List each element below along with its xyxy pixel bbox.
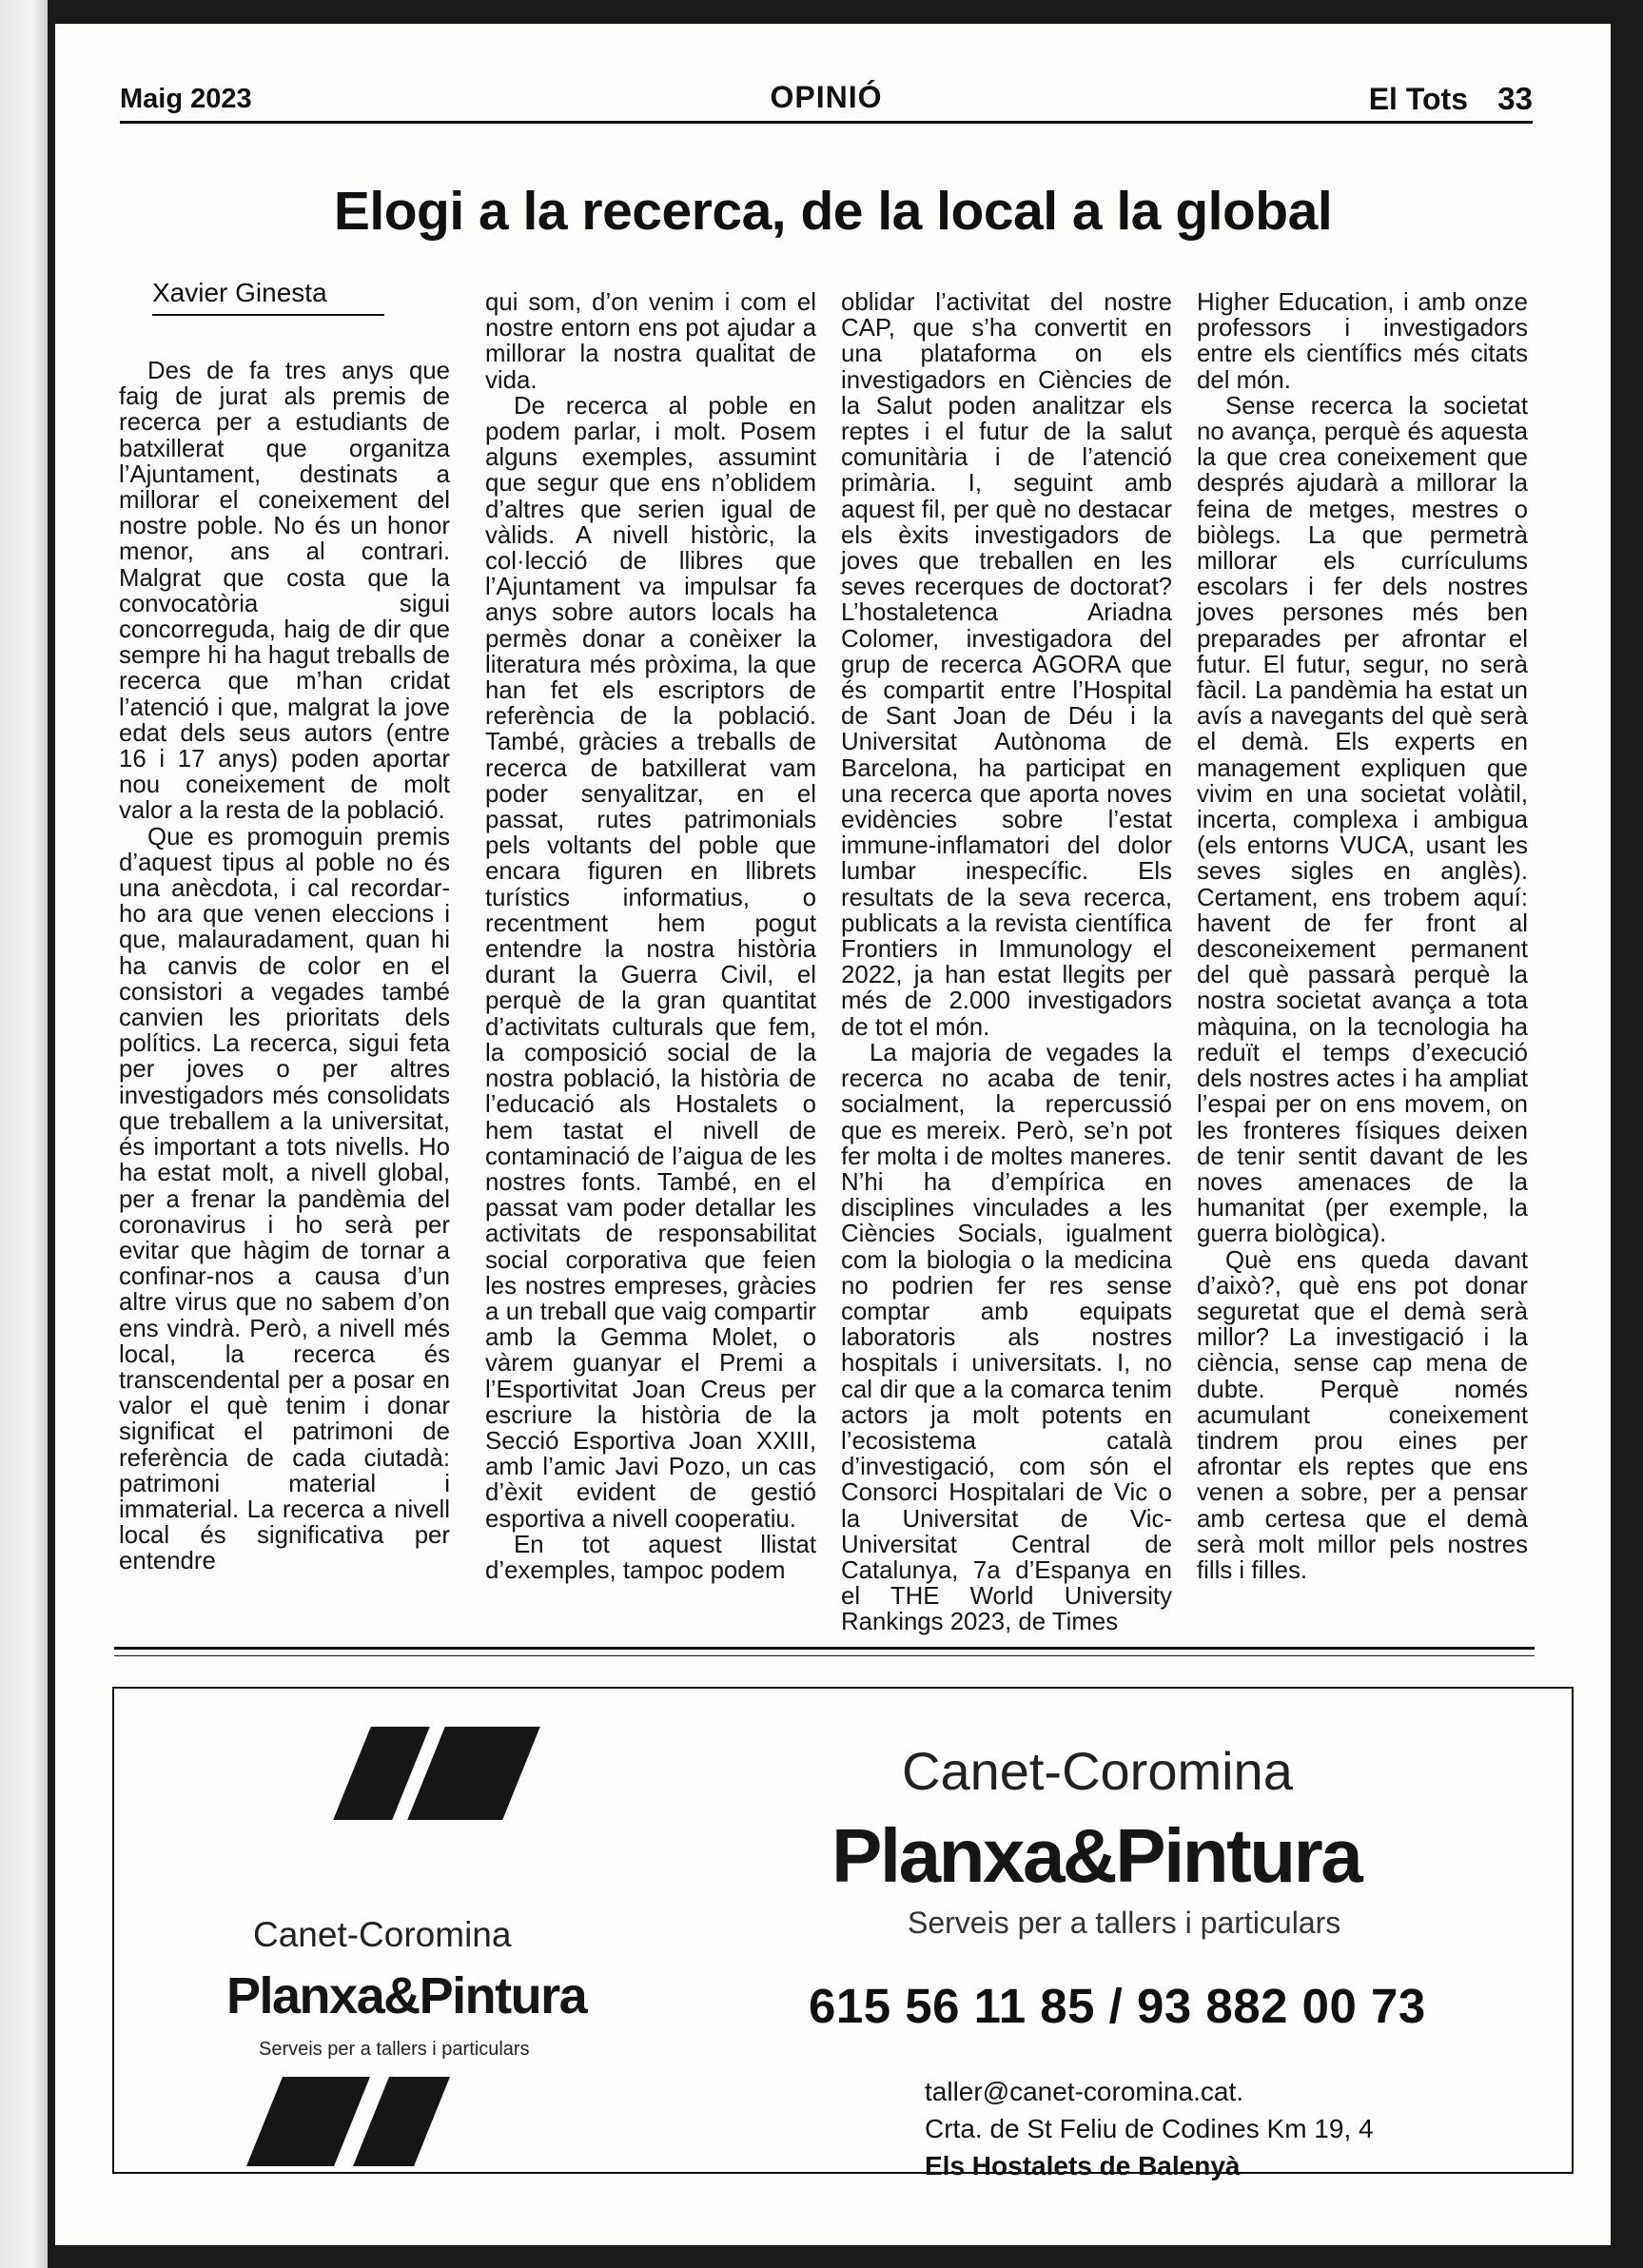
newspaper-page [55,24,1611,2245]
section-title: OPINIÓ [770,80,883,114]
paragraph: Què ens queda davant d’això?, què ens pot donar seguretat que el demà serà millor? La investigació i la ciència, sense cap mena de dubte. Perquè només acumulant coneixement tindrem prou eines per afrontar els reptes que ens venen a sobre, per a pensar amb certesa que el demà serà molt millor pels nostres fills i filles. [1197,1246,1528,1584]
paragraph: qui som, d’on venim i com el nostre entorn ens pot ajudar a millorar la nostra qualitat de vida. [485,289,816,394]
logo-slash-icon [246,2077,370,2166]
paragraph: Higher Education, i amb onze professors i investigadors entre els científics més citats del món. [1197,289,1528,394]
advertisement [112,1687,1574,2180]
divider-rule [114,1655,1535,1656]
article-column-2 [485,290,816,1584]
logo-slash-icon [407,1727,540,1820]
issue-date: Maig 2023 [120,84,252,114]
paragraph: Sense recerca la societat no avança, perquè és aquesta la que crea coneixement que després ajudarà a millorar la feina de metges, mestres o biòlegs. La que permetrà millorar els currículums escolars i fer dels nostres joves persones més ben preparades per afrontar el futur. El futur, segur, no serà fàcil. La pandèmia ha estat un avís a navegants del què serà el demà. Els experts en management expliquen que vivim en una societat volàtil, incerta, complexa i ambigua (els entorns VUCA, usant les seves sigles en anglès). Certament, ens trobem aquí: havent de fer front al desconeixement permanent del què passarà perquè la nostra societat avança a tota màquina, on la tecnologia ha reduït el temps d’execució dels nostres actes i ha ampliat l’espai per on ens movem, on les fronteres físiques deixen de tenir sentit davant de les noves amenaces de la humanitat (per exemple, la guerra biològica). [1197,392,1528,1248]
ad-town: Els Hostalets de Balenyà [925,2151,1241,2180]
ad-company-name: Canet-Coromina [902,1741,1293,1801]
small-logo-brand: Planxa&Pintura [226,1967,587,2024]
paragraph: La majoria de vegades la recerca no acaba de tenir, socialment, la repercussió que es mereix. Però, se’n pot fer molta i de moltes maneres. N’hi ha d’empírica en disciplines vinculades a les Ciències Socials, igualment com la biologia o la medicina no podrien fer res sense comptar amb equipats laboratoris als nostres hospitals i universitats. I, no cal dir que a la comarca tenim actors ja molt potents en l’ecosistema català d’investigació, com són el Consorci Hospitalari de Vic o la Universitat de Vic-Universitat Central de Catalunya, 7a d’Espanya en el THE World University Rankings 2023, de Times [841,1039,1172,1636]
publication-name: El Tots [1368,82,1468,116]
small-logo [171,1727,587,2136]
ad-address: Crta. de St Feliu de Codines Km 19, 4 [925,2114,1374,2143]
page-header [120,79,1533,124]
article-title: Elogi a la recerca, de la local a la global [333,181,1333,242]
paragraph: oblidar l’activitat del nostre CAP, que s’ha convertit en una plataforma on els investigadors en Ciències de la Salut poden analitzar els reptes i el futur de la salut comunitària i de l’atenció primària. I, seguint amb aquest fil, per què no destacar els èxits investigadors de joves que treballen en les seves recerques de doctorat? L’hostaletenca Ariadna Colomer, investigadora del grup de recerca AGORA que és compartit entre l’Hospital de Sant Joan de Déu i la Universitat Autònoma de Barcelona, ha participat en una recerca que aporta noves evidències sobre l’estat immune-inflamatori del dolor lumbar inespecífic. Els resultats de la seva recerca, publicats a la revista científica Frontiers in Immunology el 2022, ja han estat llegits per més de 2.000 investigadors de tot el món. [841,289,1172,1041]
ad-email: taller@canet-coromina.cat. [925,2077,1244,2106]
ad-contact [925,2073,1374,2184]
ad-brand: Planxa&Pintura [831,1813,1361,1898]
divider-rule [114,1647,1535,1650]
paragraph: Que es promoguin premis d’aquest tipus al poble no és una anècdota, i cal recordar-ho ara que venen eleccions i que, malauradament, quan hi ha canvis de color en el consistori a vegades també canvien les prioritats dels polítics. La recerca, sigui feta per joves o per altres investigadors més consolidats que treballem a la universitat, és important a tots nivells. Ho ha estat molt, a nivell global, per a frenar la pandèmia del coronavirus i ho serà per evitar que hàgim de tornar a confinar-nos a causa d’un altre virus que no sabem d’on ens vindrà. Però, a nivell més local, la recerca és transcendental per a posar en valor el què tenim i donar significat el patrimoni de referència de cada ciutadà: patrimoni material i immaterial. La recerca a nivell local és significativa per entendre [119,823,450,1575]
article-column-1 [119,359,450,1575]
article-author: Xavier Ginesta [152,278,384,316]
paragraph: En tot aquest llistat d’exemples, tampoc podem [485,1531,816,1584]
paragraph: De recerca al poble en podem parlar, i molt. Posem alguns exemples, assumint que segur que ens n’oblidem d’altres que serien igual de vàlids. A nivell històric, la col·lecció de llibres que l’Ajuntament va impulsar fa anys sobre autors locals ha permès donar a conèixer la literatura més pròxima, la que han fet els escriptors de referència de la població. També, gràcies a treballs de recerca de batxillerat vam poder senyalitzar, en el passat, rutes patrimonials pels voltants del poble que encara figuren en llibrets turístics informatius, o recentment hem pogut entendre la nostra història durant la Guerra Civil, el perquè de la gran quantitat d’activitats culturals que fem, la composició social de la nostra població, la història de l’educació als Hostalets o hem tastat el nivell de contaminació de l’aigua de les nostres fonts. També, en el passat vam poder detallar les activitats de responsabilitat social corporativa que feien les nostres empreses, gràcies a un treball que vaig compartir amb la Gemma Molet, o vàrem guanyar el Premi a l’Esportivitat Joan Creus per escriure la història de la Secció Esportiva Joan XXIII, amb l’amic Javi Pozo, un cas d’èxit evident de gestió esportiva a nivell cooperatiu. [485,392,816,1533]
small-logo-tagline: Serveis per a tallers i particulars [259,2039,530,2060]
page-number: 33 [1497,81,1533,116]
paragraph: Des de fa tres anys que faig de jurat als premis de recerca per a estudiants de batxillerat que organitza l’Ajuntament, destinats a millorar el coneixement del nostre poble. No és un honor menor, ans al contrari. Malgrat que costa que la convocatòria sigui concorreguda, haig de dir que sempre hi ha hagut treballs de recerca que m’han cridat l’atenció i que, malgrat la jove edat dels seus autors (entre 16 i 17 anys) poden aportar nou coneixement de molt valor a la resta de la població. [119,358,450,825]
article-column-3 [841,290,1172,1636]
ad-phone: 615 56 11 85 / 93 882 00 73 [809,1979,1426,2033]
ad-tagline: Serveis per a tallers i particulars [908,1906,1341,1940]
logo-slash-icon [353,2077,450,2166]
article-column-4 [1197,290,1528,1584]
previous-page-edge [0,0,48,2268]
small-logo-name: Canet-Coromina [253,1915,512,1954]
